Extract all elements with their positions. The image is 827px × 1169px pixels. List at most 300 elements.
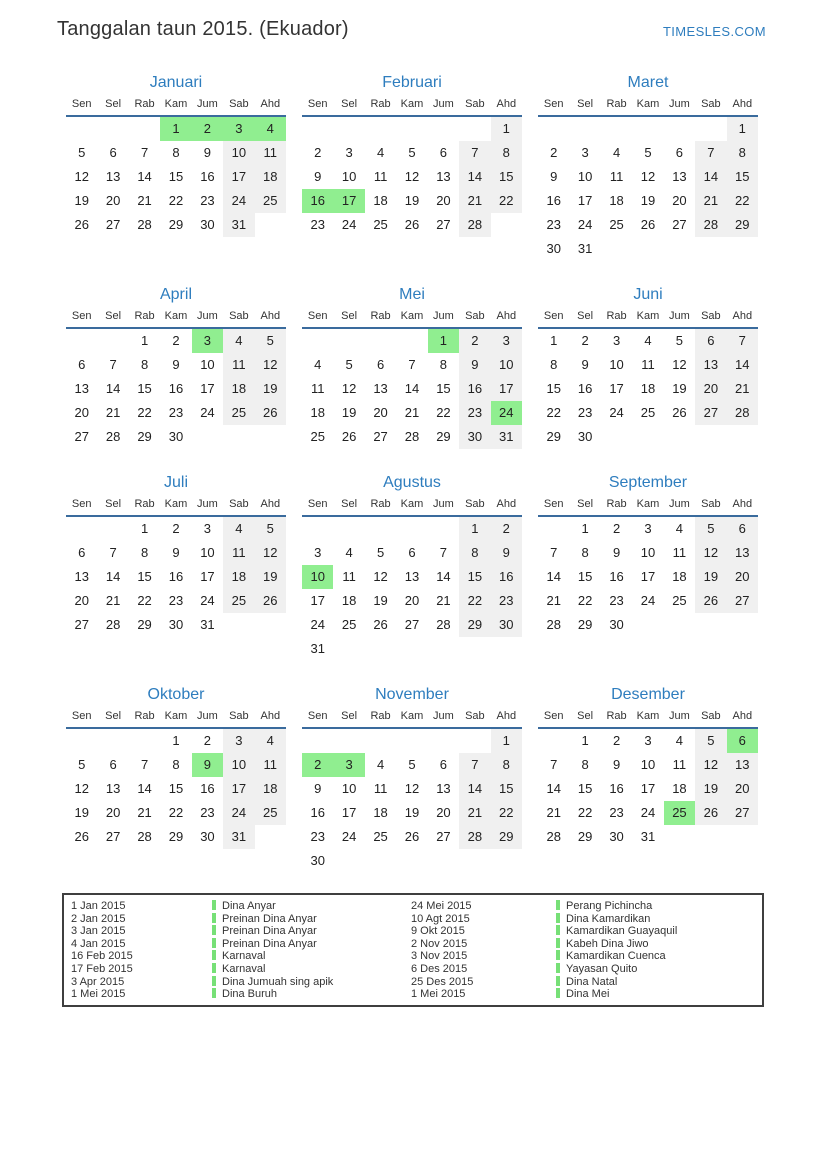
legend-date: 2 Jan 2015 <box>71 912 126 925</box>
day-cell: 25 <box>609 217 624 232</box>
day-cell: 18 <box>255 777 286 801</box>
day-cell-empty <box>695 425 726 449</box>
weekday-label: Sen <box>307 98 328 110</box>
weekday-label: Sen <box>307 498 328 510</box>
day-cell: 7 <box>109 357 117 372</box>
day-cell-empty <box>727 237 758 261</box>
day-cell-empty <box>695 825 726 849</box>
day-cell: 1 <box>172 733 180 748</box>
day-cell: 29 <box>168 217 184 232</box>
day-cell-empty <box>255 213 286 237</box>
day-cell: 5 <box>78 757 86 772</box>
day-cell: 15 <box>168 781 184 796</box>
day-cell: 31 <box>640 829 656 844</box>
legend-row <box>71 976 762 989</box>
legend-holiday-name: Dina Kamardikan <box>566 912 651 925</box>
day-cell: 13 <box>373 381 388 396</box>
day-cell-empty <box>459 117 490 141</box>
day-cell: 11 <box>342 569 356 584</box>
days-grid <box>66 329 286 449</box>
day-cell: 19 <box>404 805 420 820</box>
weekday-label: Rab <box>134 310 155 322</box>
day-cell: 21 <box>727 377 758 401</box>
day-cell: 12 <box>255 353 286 377</box>
day-cell: 12 <box>74 169 89 184</box>
weekday-label: Jum <box>433 498 454 510</box>
day-cell: 26 <box>74 829 89 844</box>
day-cell: 31 <box>223 825 254 849</box>
day-cell: 2 <box>612 521 621 536</box>
legend-entry <box>556 963 762 976</box>
month-title: Juli <box>163 474 188 491</box>
day-cell: 11 <box>223 353 254 377</box>
day-cell: 17 <box>640 569 656 584</box>
weekday-label: Sel <box>341 710 358 722</box>
day-cell: 14 <box>436 569 451 584</box>
day-cell: 30 <box>200 217 215 232</box>
day-cell-empty <box>538 117 569 141</box>
day-cell: 6 <box>439 757 448 772</box>
day-cell: 29 <box>137 429 152 444</box>
day-cell: 21 <box>137 805 152 820</box>
day-cell: 16 <box>200 169 215 184</box>
day-cell-empty <box>632 425 663 449</box>
day-cell: 14 <box>105 381 121 396</box>
day-cell: 27 <box>105 829 121 844</box>
weekday-label: Sab <box>229 98 249 110</box>
day-cell: 17 <box>609 381 624 396</box>
day-cell: 6 <box>109 145 117 160</box>
day-cell: 23 <box>491 589 522 613</box>
legend-holiday-name: Kabeh Dina Jiwo <box>566 937 649 950</box>
days-grid <box>538 729 758 849</box>
day-cell: 6 <box>675 145 684 160</box>
legend-entry <box>212 963 411 976</box>
day-cell: 12 <box>695 753 726 777</box>
day-cell-empty <box>459 729 490 753</box>
weekday-label: Sen <box>543 710 564 722</box>
legend-holiday-name: Karnaval <box>222 950 266 963</box>
day-cell: 21 <box>546 593 561 608</box>
day-cell: 29 <box>727 213 758 237</box>
page-title: Tanggalan taun 2015. (Ekuador) <box>57 18 349 40</box>
day-cell-empty <box>365 637 396 661</box>
day-cell: 27 <box>404 617 420 632</box>
day-cell-empty <box>255 825 286 849</box>
day-cell: 18 <box>310 405 325 420</box>
day-cell: 23 <box>577 405 593 420</box>
day-cell: 8 <box>727 141 758 165</box>
day-cell: 30 <box>168 617 184 632</box>
day-cell: 10 <box>577 169 593 184</box>
weekday-label: Sab <box>701 498 721 510</box>
legend-entry <box>556 900 762 913</box>
day-cell: 4 <box>345 545 353 560</box>
day-cell: 8 <box>140 357 149 372</box>
weekday-label: Kam <box>636 710 660 722</box>
days-grid <box>302 329 522 449</box>
day-cell: 27 <box>436 829 451 844</box>
day-cell: 23 <box>459 401 490 425</box>
legend-date: 1 Mei 2015 <box>411 988 466 1001</box>
day-cell: 29 <box>577 617 593 632</box>
day-cell: 28 <box>546 617 561 632</box>
weekday-label: Jum <box>669 498 690 510</box>
month-title: Agustus <box>383 474 441 491</box>
day-cell: 9 <box>581 357 589 372</box>
day-cell: 6 <box>439 145 448 160</box>
day-cell: 15 <box>137 569 152 584</box>
day-cell: 26 <box>404 217 420 232</box>
day-cell: 16 <box>609 569 624 584</box>
day-cell: 15 <box>137 381 152 396</box>
day-cell-empty <box>396 517 427 541</box>
day-cell: 7 <box>439 545 448 560</box>
day-cell: 29 <box>436 429 451 444</box>
day-cell: 19 <box>255 565 286 589</box>
weekday-label: Kam <box>636 310 660 322</box>
legend-holiday-name: Kamardikan Cuenca <box>566 950 666 963</box>
day-cell: 17 <box>223 165 254 189</box>
day-cell: 21 <box>105 405 121 420</box>
day-cell-empty <box>632 117 663 141</box>
month-juli <box>66 472 286 637</box>
day-cell: 16 <box>609 781 624 796</box>
day-cell: 11 <box>672 545 687 560</box>
day-cell: 27 <box>436 217 451 232</box>
day-cell: 25 <box>223 589 254 613</box>
legend-entry <box>212 913 411 926</box>
day-cell: 14 <box>137 781 152 796</box>
day-cell: 28 <box>137 829 152 844</box>
day-cell: 28 <box>695 213 726 237</box>
day-cell: 4 <box>223 329 254 353</box>
weekday-label: Sab <box>701 710 721 722</box>
day-cell-empty <box>333 637 364 661</box>
day-cell: 1 <box>727 117 758 141</box>
day-cell: 9 <box>172 357 180 372</box>
day-cell: 15 <box>546 381 561 396</box>
day-cell: 22 <box>137 405 152 420</box>
day-cell: 12 <box>404 781 420 796</box>
weekday-label: Jum <box>433 310 454 322</box>
weekday-label: Sab <box>465 498 485 510</box>
weekday-header-row <box>66 498 286 517</box>
day-cell: 26 <box>341 429 357 444</box>
weekday-label: Rab <box>606 710 627 722</box>
month-agustus <box>302 472 522 661</box>
day-cell: 10 <box>341 169 357 184</box>
day-cell: 11 <box>641 357 655 372</box>
day-cell: 20 <box>74 593 89 608</box>
day-cell-empty <box>664 613 695 637</box>
day-cell-empty <box>66 517 97 541</box>
day-cell: 15 <box>577 781 593 796</box>
day-cell: 6 <box>408 545 416 560</box>
day-cell: 11 <box>255 753 286 777</box>
holiday-legend <box>62 893 764 1007</box>
day-cell: 15 <box>436 381 451 396</box>
day-cell: 2 <box>314 145 322 160</box>
day-cell: 26 <box>695 589 726 613</box>
day-cell-empty <box>365 729 396 753</box>
legend-holiday-name: Preinan Dina Anyar <box>222 937 317 950</box>
day-cell: 10 <box>491 353 522 377</box>
day-cell: 19 <box>640 193 656 208</box>
day-cell: 20 <box>436 193 451 208</box>
day-cell: 14 <box>727 353 758 377</box>
legend-holiday-name: Dina Mei <box>566 988 610 1001</box>
day-cell: 5 <box>695 729 726 753</box>
day-cell: 23 <box>546 217 561 232</box>
month-september <box>538 472 758 637</box>
day-cell: 12 <box>373 569 388 584</box>
day-cell: 17 <box>223 777 254 801</box>
weekday-header-row <box>302 310 522 329</box>
month-title: Oktober <box>147 686 205 703</box>
weekday-label: Kam <box>636 498 660 510</box>
day-cell: 26 <box>672 405 687 420</box>
weekday-header-row <box>302 498 522 517</box>
weekday-label: Rab <box>370 98 391 110</box>
days-grid <box>302 517 522 661</box>
day-cell: 2 <box>550 145 558 160</box>
day-cell: 25 <box>373 217 388 232</box>
day-cell: 2 <box>459 329 490 353</box>
days-grid <box>66 729 286 849</box>
day-cell: 3 <box>192 329 223 353</box>
day-cell: 13 <box>105 169 121 184</box>
legend-entry <box>556 988 762 1001</box>
day-cell: 15 <box>727 165 758 189</box>
day-cell: 22 <box>491 189 522 213</box>
day-cell: 15 <box>459 565 490 589</box>
day-cell: 25 <box>255 801 286 825</box>
day-cell: 5 <box>376 545 385 560</box>
day-cell-empty <box>664 117 695 141</box>
day-cell: 30 <box>168 429 184 444</box>
legend-row <box>71 988 762 1001</box>
day-cell: 3 <box>203 521 212 536</box>
day-cell: 29 <box>168 829 184 844</box>
legend-row <box>71 900 762 913</box>
day-cell: 10 <box>640 545 656 560</box>
holiday-color-bar <box>556 963 560 973</box>
day-cell-empty <box>333 329 364 353</box>
days-grid <box>66 117 286 237</box>
day-cell: 26 <box>695 801 726 825</box>
weekday-label: Kam <box>400 498 424 510</box>
day-cell: 4 <box>314 357 322 372</box>
holiday-color-bar <box>212 963 216 973</box>
legend-date: 2 Nov 2015 <box>411 937 468 950</box>
day-cell: 25 <box>341 617 357 632</box>
weekday-label: Sen <box>543 498 564 510</box>
weekday-label: Sab <box>465 310 485 322</box>
day-cell-empty <box>97 117 128 141</box>
day-cell: 21 <box>436 593 451 608</box>
day-cell-empty <box>365 849 396 873</box>
day-cell: 13 <box>74 381 89 396</box>
day-cell-empty <box>396 729 427 753</box>
day-cell: 22 <box>168 805 184 820</box>
day-cell: 20 <box>404 593 420 608</box>
day-cell: 14 <box>137 169 152 184</box>
day-cell: 17 <box>491 377 522 401</box>
weekday-label: Sen <box>543 98 564 110</box>
day-cell: 22 <box>727 189 758 213</box>
day-cell: 21 <box>404 405 420 420</box>
day-cell-empty <box>396 637 427 661</box>
day-cell: 1 <box>459 517 490 541</box>
day-cell: 3 <box>333 753 364 777</box>
day-cell: 4 <box>612 145 621 160</box>
day-cell-empty <box>601 117 632 141</box>
day-cell: 5 <box>78 145 86 160</box>
day-cell: 7 <box>408 357 416 372</box>
weekday-label: Rab <box>606 498 627 510</box>
day-cell-empty <box>664 825 695 849</box>
day-cell: 4 <box>255 729 286 753</box>
day-cell: 9 <box>314 781 322 796</box>
legend-entry <box>556 976 762 989</box>
day-cell: 6 <box>727 729 758 753</box>
day-cell: 7 <box>550 545 558 560</box>
day-cell: 8 <box>172 757 180 772</box>
day-cell: 19 <box>74 805 89 820</box>
month-title: September <box>608 474 688 491</box>
month-title: Januari <box>149 74 203 91</box>
day-cell: 1 <box>428 329 459 353</box>
day-cell-empty <box>396 117 427 141</box>
day-cell: 13 <box>672 169 687 184</box>
weekday-label: Kam <box>400 310 424 322</box>
day-cell: 26 <box>404 829 420 844</box>
day-cell: 30 <box>310 853 325 868</box>
weekday-label: Ahd <box>732 310 753 322</box>
day-cell: 24 <box>223 189 254 213</box>
day-cell: 2 <box>581 333 589 348</box>
holiday-color-bar <box>212 900 216 910</box>
weekday-header-row <box>66 710 286 729</box>
holiday-color-bar <box>212 976 216 986</box>
day-cell: 5 <box>345 357 353 372</box>
month-title: Februari <box>382 74 442 91</box>
day-cell: 29 <box>137 617 152 632</box>
day-cell: 14 <box>546 781 561 796</box>
day-cell-empty <box>727 825 758 849</box>
holiday-color-bar <box>556 925 560 935</box>
weekday-label: Kam <box>400 710 424 722</box>
legend-entry <box>212 950 411 963</box>
month-title: Desember <box>611 686 685 703</box>
day-cell: 25 <box>310 429 325 444</box>
weekday-label: Rab <box>134 498 155 510</box>
day-cell-empty <box>459 637 490 661</box>
day-cell: 1 <box>491 729 522 753</box>
day-cell: 5 <box>255 329 286 353</box>
day-cell-empty <box>66 329 97 353</box>
day-cell: 9 <box>550 169 558 184</box>
day-cell: 26 <box>373 617 388 632</box>
day-cell: 24 <box>341 217 357 232</box>
month-april <box>66 284 286 449</box>
month-title: Juni <box>633 286 663 303</box>
day-cell: 3 <box>345 145 353 160</box>
weekday-label: Sel <box>577 98 594 110</box>
day-cell: 22 <box>491 801 522 825</box>
day-cell: 1 <box>160 117 191 141</box>
day-cell-empty <box>333 729 364 753</box>
weekday-label: Ahd <box>260 710 281 722</box>
day-cell: 6 <box>78 545 86 560</box>
day-cell: 8 <box>172 145 180 160</box>
day-cell: 8 <box>581 757 589 772</box>
day-cell: 19 <box>373 593 388 608</box>
weekday-label: Ahd <box>732 98 753 110</box>
day-cell: 14 <box>404 381 420 396</box>
holiday-color-bar <box>556 988 560 998</box>
weekday-label: Sen <box>543 310 564 322</box>
day-cell: 12 <box>404 169 420 184</box>
day-cell-empty <box>727 613 758 637</box>
day-cell: 3 <box>491 329 522 353</box>
weekday-label: Sel <box>105 498 122 510</box>
day-cell: 3 <box>644 733 652 748</box>
legend-holiday-name: Dina Jumuah sing apik <box>222 975 334 988</box>
day-cell: 30 <box>459 425 490 449</box>
holiday-color-bar <box>212 988 216 998</box>
day-cell: 8 <box>491 753 522 777</box>
weekday-label: Ahd <box>260 498 281 510</box>
weekday-label: Ahd <box>260 310 281 322</box>
day-cell: 16 <box>168 381 184 396</box>
weekday-header-row <box>538 98 758 117</box>
day-cell-empty <box>695 613 726 637</box>
day-cell-empty <box>459 849 490 873</box>
day-cell: 2 <box>192 117 223 141</box>
day-cell-empty <box>223 425 254 449</box>
weekday-header-row <box>302 710 522 729</box>
weekday-label: Sen <box>307 310 328 322</box>
holiday-color-bar <box>212 950 216 960</box>
days-grid <box>302 117 522 237</box>
day-cell: 28 <box>459 213 490 237</box>
day-cell: 9 <box>612 757 621 772</box>
holiday-color-bar <box>556 938 560 948</box>
legend-row <box>71 925 762 938</box>
day-cell-empty <box>428 117 459 141</box>
day-cell-empty <box>192 425 223 449</box>
day-cell-empty <box>491 849 522 873</box>
site-link[interactable]: TIMESLES.COM <box>662 24 766 39</box>
day-cell: 23 <box>168 593 184 608</box>
weekday-label: Rab <box>134 710 155 722</box>
days-grid <box>538 517 758 637</box>
day-cell: 1 <box>491 117 522 141</box>
day-cell: 13 <box>695 353 726 377</box>
weekday-label: Ahd <box>260 98 281 110</box>
day-cell: 9 <box>459 353 490 377</box>
weekday-label: Sel <box>341 498 358 510</box>
day-cell: 6 <box>695 329 726 353</box>
day-cell: 10 <box>223 141 254 165</box>
legend-entry <box>556 925 762 938</box>
weekday-label: Jum <box>197 310 218 322</box>
day-cell-empty <box>365 117 396 141</box>
day-cell-empty <box>601 425 632 449</box>
day-cell: 7 <box>140 145 149 160</box>
